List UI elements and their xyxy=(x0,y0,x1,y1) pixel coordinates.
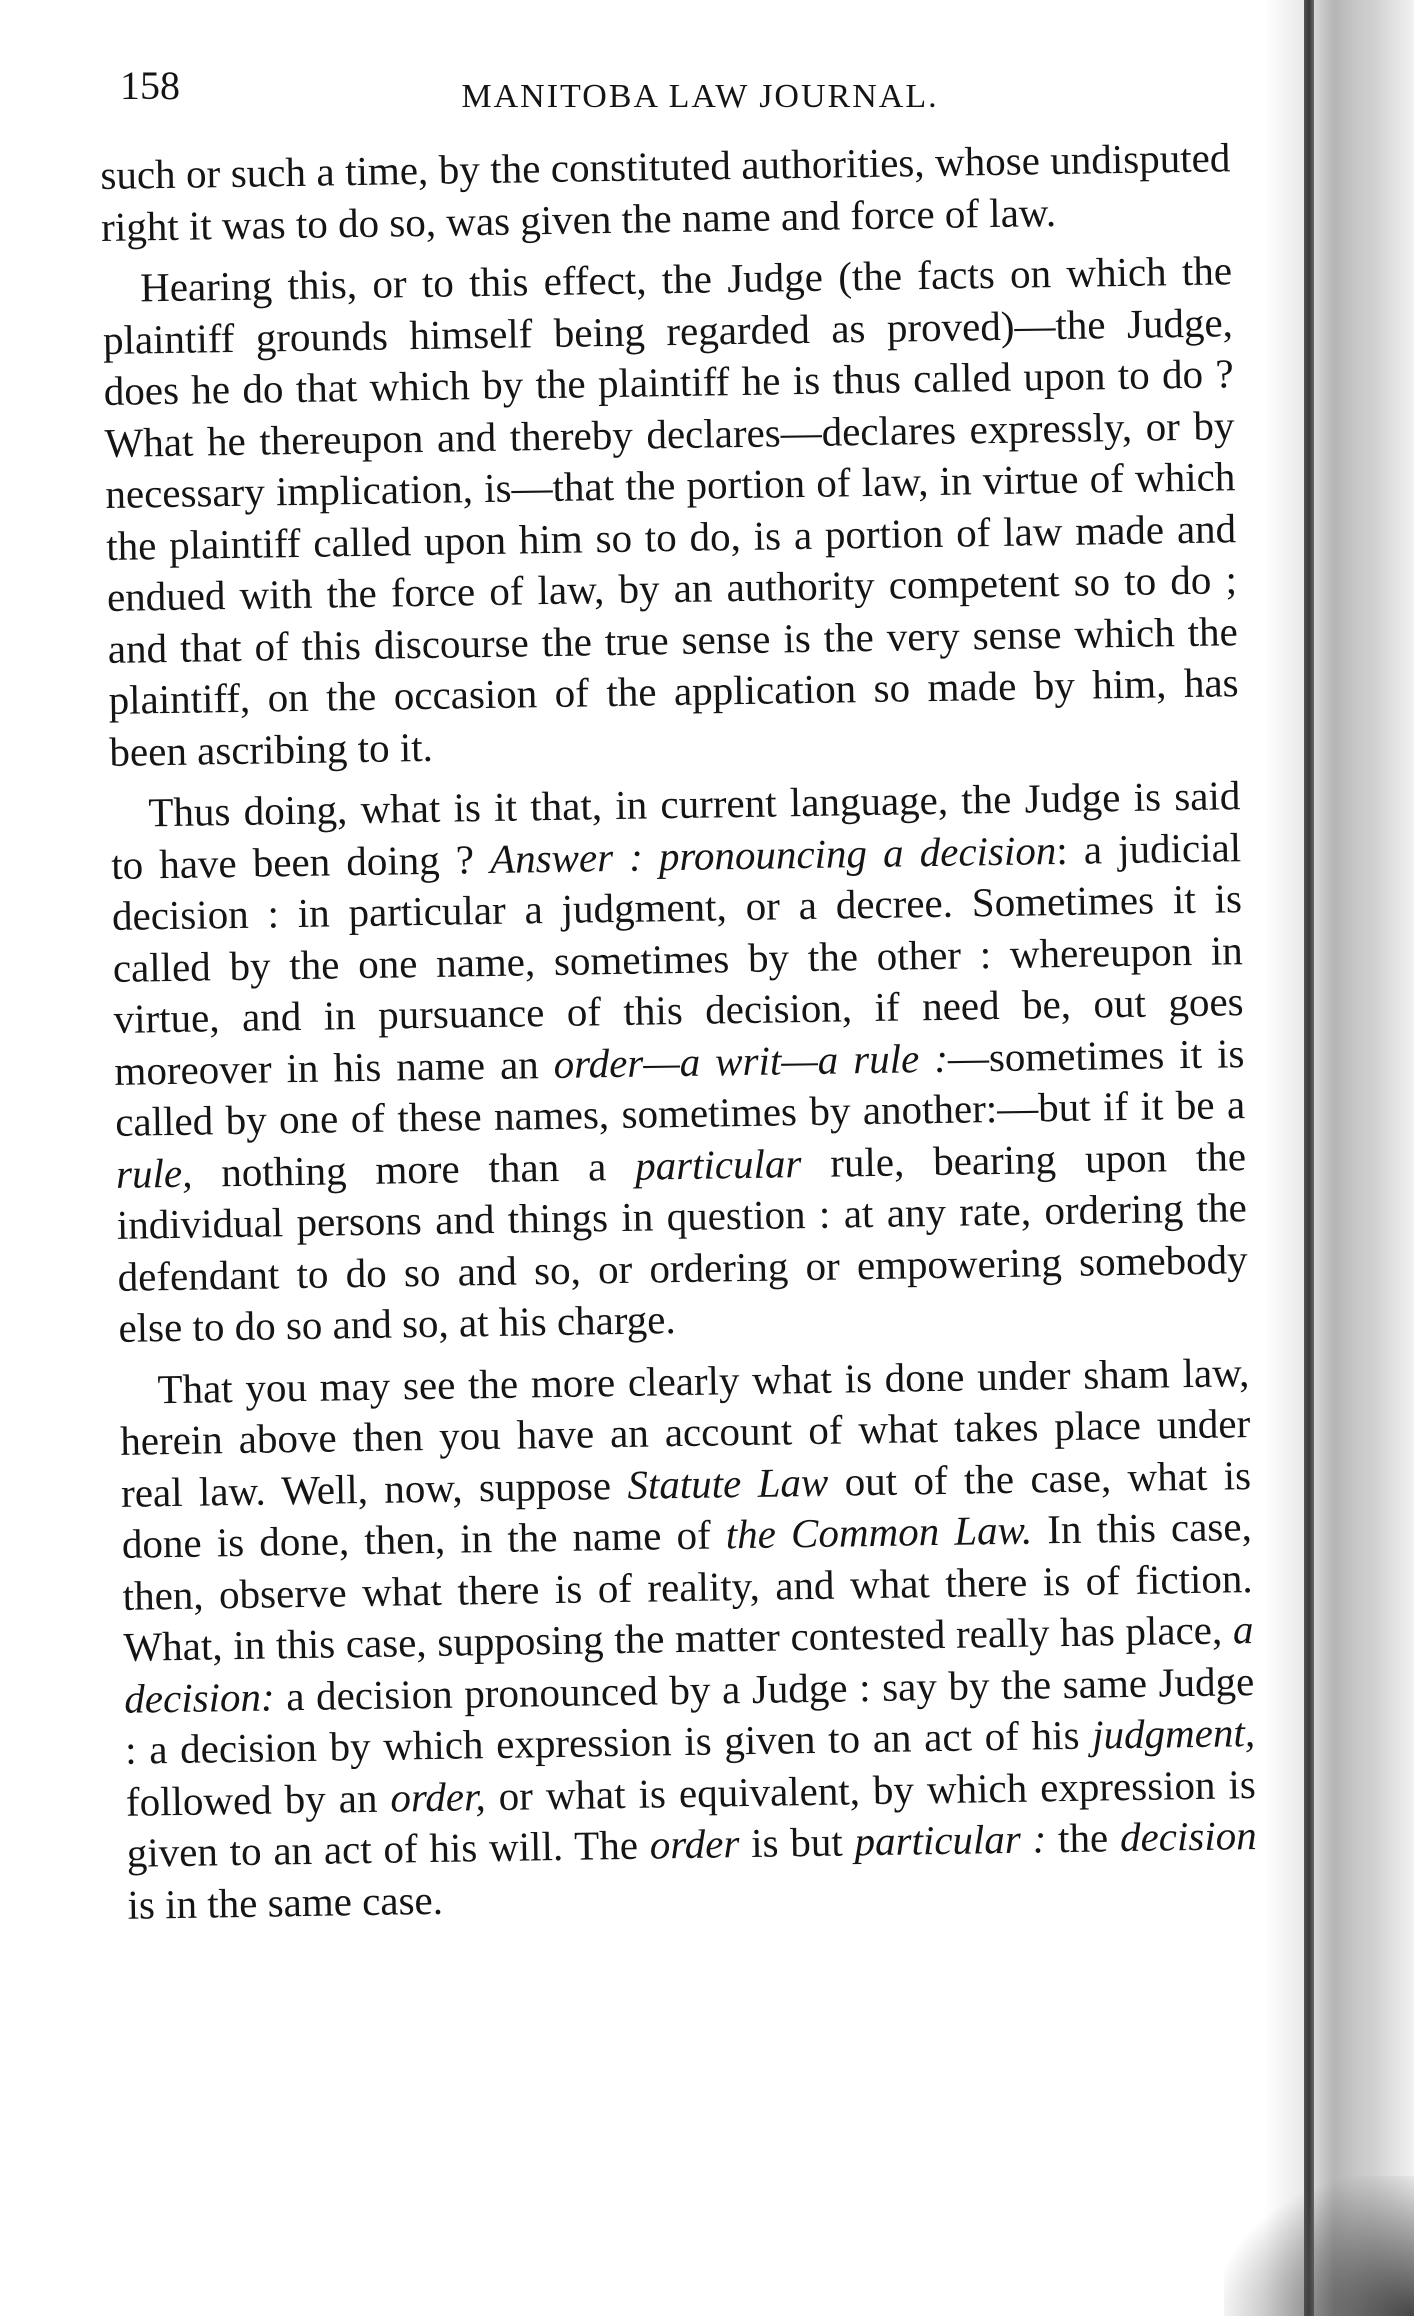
text-run: is in the same case. xyxy=(127,1876,444,1928)
italic-run: Answer : pronouncing a decision xyxy=(489,826,1057,882)
text-run: the xyxy=(1045,1814,1121,1862)
italic-run: Statute Law xyxy=(627,1458,829,1508)
text-run: a decision pronounced by a Judge : say by the same Judge : a decision by which expression is given to an act of his xyxy=(124,1657,1255,1773)
italic-run: particular xyxy=(634,1139,802,1189)
paragraph-1 xyxy=(100,132,1231,253)
running-head xyxy=(120,62,1240,132)
italic-run: a decision: xyxy=(123,1606,1254,1722)
paragraph-4 xyxy=(119,1347,1258,1931)
binding-shadow xyxy=(1264,0,1414,2316)
text-run: nothing more than a xyxy=(192,1142,636,1196)
text-run: is but xyxy=(738,1818,855,1867)
text-run: or what is equivalent, by which expression is given to an act of his will. The xyxy=(126,1760,1257,1876)
text-run: In this case, then, observe what there is of reality, and what there is of fiction. What, in this case, supposing the matter contested really has place, xyxy=(122,1503,1253,1670)
text-run: That you may see the more clearly what is done under sham law, herein above then you have an account of what takes place under real law. Well, now, suppose xyxy=(119,1348,1251,1516)
italic-run: order—a writ—a rule : xyxy=(553,1034,949,1087)
italic-run: order xyxy=(649,1820,740,1868)
italic-run: particular : xyxy=(854,1815,1047,1865)
italic-run: decision xyxy=(1119,1812,1257,1861)
italic-run: order, xyxy=(390,1772,487,1821)
text-run: such or such a time, by the constituted authorities, whose undisputed right it was to do so, was given the name and force of law. xyxy=(100,134,1231,250)
text-run: followed by an xyxy=(125,1774,391,1825)
corner-shadow xyxy=(1224,2176,1414,2316)
text-run: out of the case, what is done is done, then, in the name of xyxy=(121,1451,1252,1567)
text-run: Hearing this, or to this effect, the Judge (the facts on which the plaintiff grounds himself being regarded as proved)—the Judge, does he do that which by the plaintiff he is thus called upon to do ? What he thereupon and thereby declares—declares expressly, or by necessary implication, is—that the portion of law, in virtue of which the plaintiff called upon him so to do, is a portion of law made and endued with the force of law, by an authority competent so to do ; and that of this discourse the true sense is the very sense which the plaintiff, on the occasion of the application so made by him, has been ascribing to it. xyxy=(102,247,1239,775)
paragraph-2 xyxy=(102,245,1240,778)
text-run: : a judicial decision : in particular a judgment, or a decree. Sometimes it is called by the one name, sometimes by the other : whereupon in virtue, and in pursuance of this decision, if need be, out goes moreover in his name an xyxy=(111,823,1244,1094)
italic-run: the Common Law. xyxy=(725,1506,1033,1558)
italic-run: rule, xyxy=(115,1149,193,1197)
text-run: rule, bearing upon the individual persons and things in question : at any rate, ordering the defendant to do so and so, or ordering or empowering somebody else to do so and so, at his charge. xyxy=(116,1132,1248,1351)
binding-edge xyxy=(1304,0,1314,2316)
paragraph-3 xyxy=(110,770,1249,1354)
body-text xyxy=(100,132,1258,1941)
journal-title: MANITOBA LAW JOURNAL. xyxy=(461,78,939,115)
text-run: Thus doing, what is it that, in current language, the Judge is said to have been doing ? xyxy=(110,772,1241,888)
italic-run: judgment, xyxy=(1091,1709,1256,1758)
text-run: —sometimes it is called by one of these names, sometimes by another:—but if it be a xyxy=(114,1029,1246,1145)
page-number: 158 xyxy=(120,63,180,108)
